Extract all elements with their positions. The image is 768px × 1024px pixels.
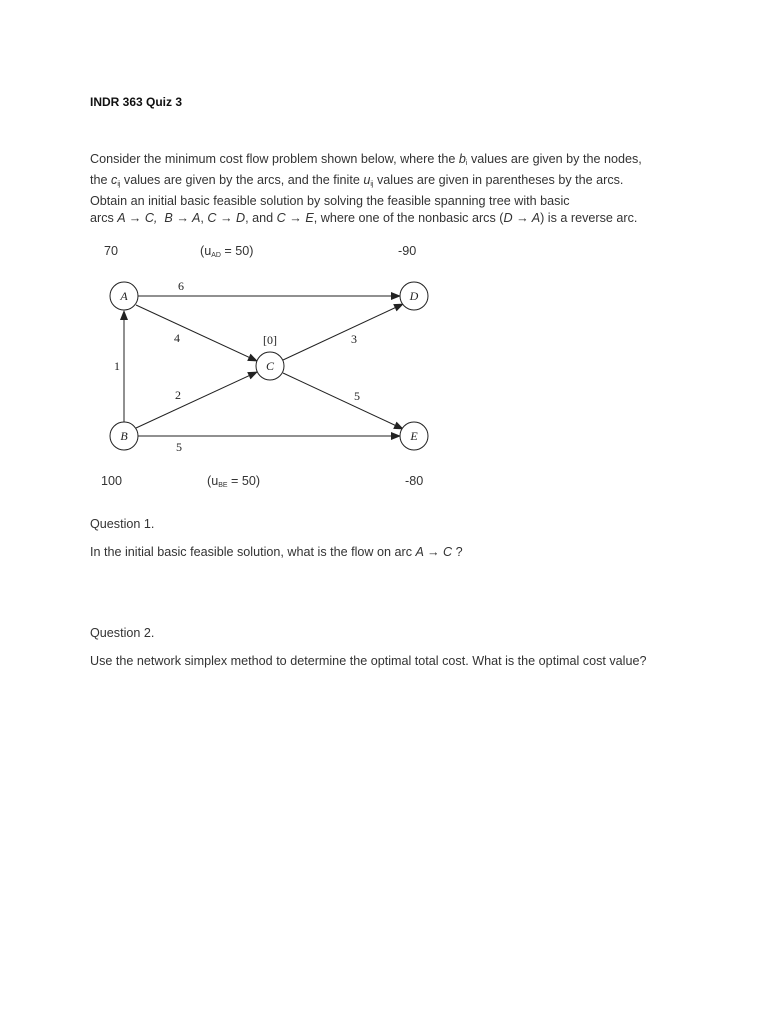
- cap-text: (u: [200, 244, 212, 258]
- text-segment: ,: [200, 211, 208, 225]
- supply-a: 70: [104, 244, 119, 258]
- text-segment: ) is a reverse arc.: [540, 211, 638, 225]
- var-c: c: [111, 173, 118, 187]
- var-u: u: [363, 173, 371, 187]
- cap-text: = 50): [227, 474, 261, 488]
- text-segment: arcs: [90, 211, 118, 225]
- question-1-text: [90, 545, 463, 559]
- arc-ac: A → C: [415, 545, 453, 559]
- page-title: INDR 363 Quiz 3: [90, 95, 183, 109]
- question-1-heading: Question 1.: [90, 517, 155, 531]
- cost-bc: 2: [175, 388, 181, 402]
- cost-ba: 1: [114, 359, 120, 373]
- demand-d: -90: [398, 244, 417, 258]
- cost-ac: 4: [174, 331, 180, 345]
- arc-ce: C → E: [276, 211, 314, 225]
- cost-ad: 6: [178, 279, 184, 293]
- cap-sub: BE: [218, 482, 228, 489]
- text-segment: , and: [245, 211, 277, 225]
- node-d-label: D: [409, 289, 419, 303]
- arc-ba: B → A: [164, 211, 201, 225]
- var-c-sub: ij: [117, 181, 121, 188]
- node-b-label: B: [120, 429, 128, 443]
- node-c-bracket: [0]: [263, 333, 277, 347]
- arc-da: D → A: [503, 211, 541, 225]
- arc-cd: C → D: [207, 211, 246, 225]
- text-segment: ?: [452, 545, 463, 559]
- text-segment: values are given by the arcs, and the finite: [120, 173, 364, 187]
- cap-sub: AD: [211, 252, 221, 259]
- question-2-text: Use the network simplex method to determine the optimal total cost. What is the optimal cost value?: [90, 654, 647, 668]
- supply-b: 100: [101, 474, 123, 488]
- question-2-heading: Question 2.: [90, 626, 155, 640]
- node-e-label: E: [410, 429, 418, 443]
- cap-text: = 50): [220, 244, 254, 258]
- arc-line-bc: [136, 372, 257, 428]
- text-segment: Obtain an initial basic feasible solution by solving the feasible spanning tree with basic: [90, 194, 570, 208]
- cost-ce: 5: [354, 389, 360, 403]
- text-segment: , where one of the nonbasic arcs (: [313, 211, 504, 225]
- text-segment: In the initial basic feasible solution, what is the flow on arc: [90, 545, 416, 559]
- arc-line-cd: [283, 304, 403, 360]
- arc-line-ac: [136, 305, 257, 361]
- cap-text: (u: [207, 474, 219, 488]
- text-segment: Consider the minimum cost flow problem shown below, where the: [90, 152, 459, 166]
- var-u-sub: ij: [370, 181, 374, 188]
- node-c-label: C: [265, 359, 275, 373]
- arc-line-ce: [283, 373, 403, 429]
- var-b-sub: i: [465, 160, 468, 167]
- node-a-label: A: [120, 289, 128, 303]
- demand-e: -80: [405, 474, 424, 488]
- text-segment: values are given by the nodes,: [467, 152, 642, 166]
- text-segment: the: [90, 173, 112, 187]
- cost-be: 5: [176, 440, 182, 454]
- var-b: b: [458, 152, 466, 166]
- text-segment: values are given in parentheses by the arcs.: [373, 173, 624, 187]
- arc-ac: A → C,: [117, 211, 158, 225]
- cost-cd: 3: [351, 332, 357, 346]
